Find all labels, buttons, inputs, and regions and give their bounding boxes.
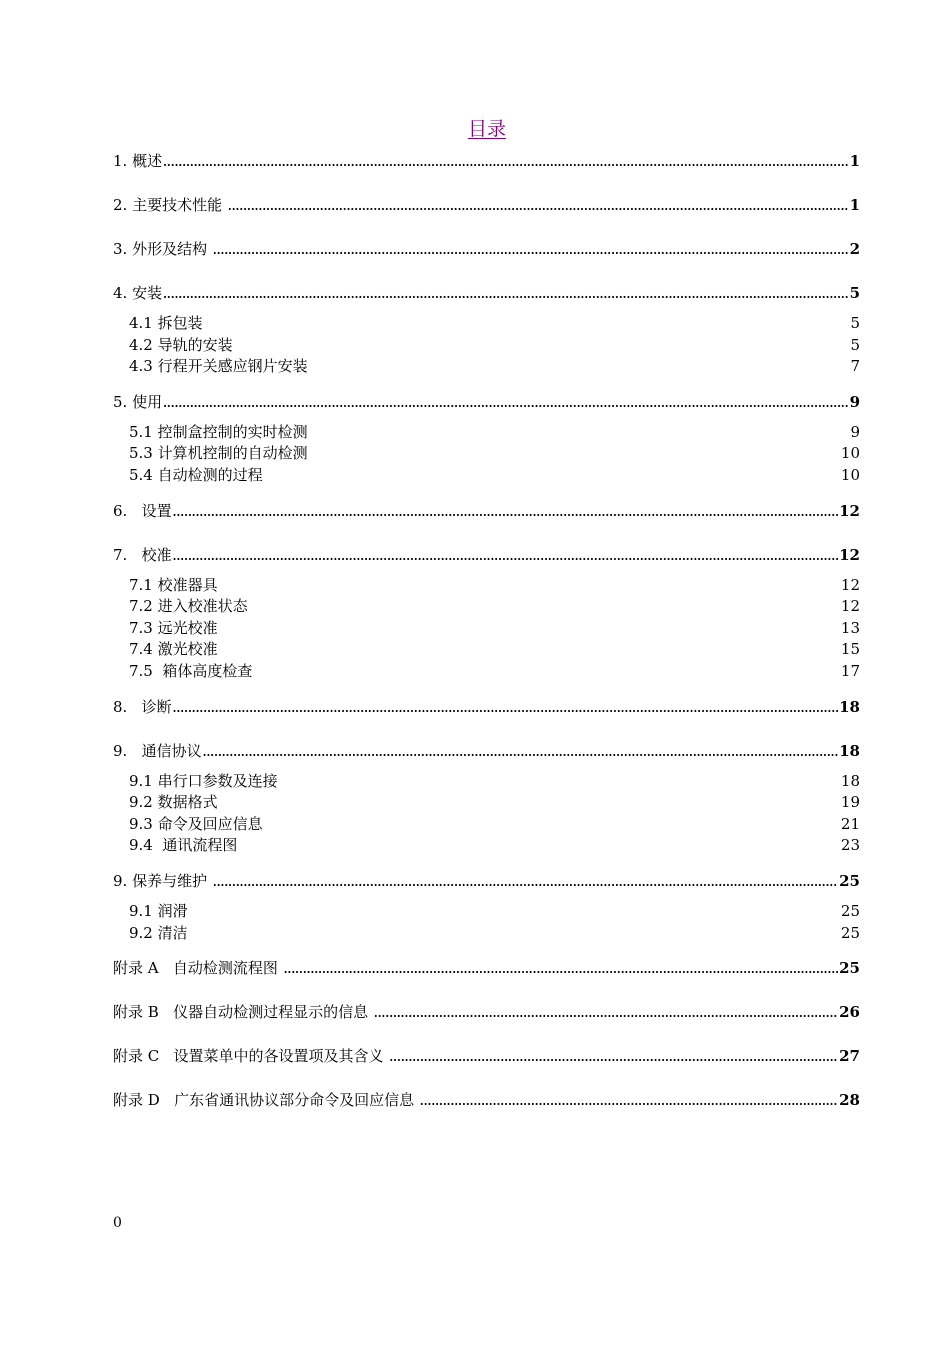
toc-entry-label: 9.4 通讯流程图 bbox=[129, 836, 238, 855]
toc-entry-label: 4.2 导轨的安装 bbox=[129, 335, 233, 354]
toc-entry-page-number: 5 bbox=[850, 335, 860, 354]
toc-entry-page-number: 2 bbox=[849, 240, 860, 258]
dot-leader bbox=[284, 959, 838, 981]
toc-subentry[interactable] bbox=[113, 771, 860, 793]
toc-entry[interactable] bbox=[113, 391, 860, 413]
toc-entry-page-number: 5 bbox=[850, 314, 860, 332]
toc-entry-page-number: 18 bbox=[839, 697, 860, 716]
dot-leader bbox=[228, 196, 849, 218]
dot-leader bbox=[173, 502, 839, 524]
toc-subentry[interactable] bbox=[113, 596, 860, 618]
dot-leader bbox=[163, 393, 848, 415]
toc-entry-label: 7.5 箱体高度检查 bbox=[129, 661, 253, 680]
toc-entry-label: 附录 A 自动检测流程图 bbox=[113, 959, 283, 978]
toc-subentry[interactable] bbox=[113, 618, 860, 640]
dot-leader bbox=[374, 1003, 838, 1025]
toc-subentry[interactable] bbox=[113, 356, 860, 378]
toc-entry-label: 2. 主要技术性能 bbox=[113, 196, 227, 214]
toc-entry-page-number: 19 bbox=[840, 793, 860, 812]
toc-entry-page-number: 10 bbox=[840, 444, 860, 463]
toc-entry-label: 5.3 计算机控制的自动检测 bbox=[129, 444, 308, 463]
toc-entry-page-number: 26 bbox=[839, 1003, 860, 1022]
toc-entry-page-number: 25 bbox=[840, 923, 860, 942]
page-number: 0 bbox=[113, 1215, 122, 1231]
toc-entry-label: 9. 保养与维护 bbox=[113, 871, 212, 890]
dot-leader bbox=[163, 284, 848, 306]
toc-entry-page-number: 1 bbox=[849, 152, 860, 170]
toc-entry-label: 9.1 串行口参数及连接 bbox=[129, 771, 278, 790]
toc-entry[interactable] bbox=[113, 194, 860, 216]
toc-entry-page-number: 12 bbox=[839, 501, 860, 520]
toc-subentry[interactable] bbox=[113, 661, 860, 683]
toc-entry-label: 3. 外形及结构 bbox=[113, 240, 212, 258]
toc-entry-label: 8. 诊断 bbox=[113, 697, 172, 716]
toc-entry-label: 4.3 行程开关感应钢片安装 bbox=[129, 357, 308, 376]
toc-subentry[interactable] bbox=[113, 901, 860, 923]
toc-entry-page-number: 23 bbox=[840, 836, 860, 855]
toc-entry[interactable] bbox=[113, 544, 860, 566]
toc-entry-page-number: 1 bbox=[849, 196, 860, 214]
toc-entry-label: 7.3 远光校准 bbox=[129, 618, 218, 637]
toc-entry[interactable] bbox=[113, 238, 860, 260]
toc-entry-label: 7. 校准 bbox=[113, 545, 172, 564]
toc-subentry[interactable] bbox=[113, 313, 860, 335]
toc-entry-label: 4. 安装 bbox=[113, 284, 163, 302]
toc-entry[interactable] bbox=[113, 150, 860, 172]
toc-subentry[interactable] bbox=[113, 923, 860, 945]
toc-entry[interactable] bbox=[113, 1001, 860, 1023]
toc-entry-page-number: 17 bbox=[840, 661, 860, 680]
toc-subentry[interactable] bbox=[113, 335, 860, 357]
toc-entry-label: 9. 通信协议 bbox=[113, 741, 202, 760]
toc-subentry[interactable] bbox=[113, 575, 860, 597]
dot-leader bbox=[213, 872, 838, 894]
toc-entry-page-number: 10 bbox=[840, 465, 860, 484]
toc-entry[interactable] bbox=[113, 282, 860, 304]
dot-leader bbox=[173, 698, 839, 720]
toc-entry-label: 9.2 清洁 bbox=[129, 923, 188, 942]
toc-entry-page-number: 25 bbox=[840, 901, 860, 920]
toc-entry-label: 6. 设置 bbox=[113, 501, 172, 520]
dot-leader bbox=[163, 152, 848, 174]
toc-entry-page-number: 5 bbox=[849, 284, 860, 302]
toc-entry[interactable] bbox=[113, 740, 860, 762]
dot-leader bbox=[173, 546, 839, 568]
toc-entry-page-number: 12 bbox=[840, 575, 860, 594]
toc-subentry[interactable] bbox=[113, 465, 860, 487]
toc-entry-page-number: 15 bbox=[840, 640, 860, 659]
toc-entry-page-number: 27 bbox=[839, 1047, 860, 1066]
toc-entry-page-number: 18 bbox=[840, 771, 860, 790]
toc-entry-label: 5.1 控制盒控制的实时检测 bbox=[129, 422, 308, 441]
toc-subentry[interactable] bbox=[113, 443, 860, 465]
dot-leader bbox=[203, 742, 839, 764]
toc-entry-label: 附录 B 仪器自动检测过程显示的信息 bbox=[113, 1003, 373, 1022]
toc-subentry[interactable] bbox=[113, 835, 860, 857]
toc-entry-label: 5.4 自动检测的过程 bbox=[129, 465, 263, 484]
toc-entry-page-number: 9 bbox=[849, 392, 860, 411]
toc-entry[interactable] bbox=[113, 696, 860, 718]
toc-entry-label: 4.1 拆包装 bbox=[129, 314, 203, 332]
toc-entry-page-number: 7 bbox=[850, 357, 860, 376]
toc-entry-label: 9.2 数据格式 bbox=[129, 793, 218, 812]
toc-entry[interactable] bbox=[113, 500, 860, 522]
toc-entry-label: 7.4 激光校准 bbox=[129, 640, 218, 659]
toc-entry[interactable] bbox=[113, 1089, 860, 1111]
toc-title[interactable]: 目录 bbox=[467, 118, 506, 140]
toc-entry[interactable] bbox=[113, 957, 860, 979]
toc-entry-label: 7.2 进入校准状态 bbox=[129, 597, 248, 616]
dot-leader bbox=[420, 1091, 838, 1113]
toc-entry-page-number: 9 bbox=[850, 422, 860, 441]
toc-subentry[interactable] bbox=[113, 639, 860, 661]
toc-entry-page-number: 13 bbox=[840, 618, 860, 637]
toc-entry-page-number: 25 bbox=[839, 871, 860, 890]
toc-entry-label: 1. 概述 bbox=[113, 152, 163, 170]
toc-entry-page-number: 12 bbox=[840, 597, 860, 616]
dot-leader bbox=[389, 1047, 838, 1069]
toc-entry[interactable] bbox=[113, 870, 860, 892]
toc-entry[interactable] bbox=[113, 1045, 860, 1067]
toc-subentry[interactable] bbox=[113, 792, 860, 814]
toc-entry-label: 9.3 命令及回应信息 bbox=[129, 814, 263, 833]
table-of-contents bbox=[113, 150, 860, 1111]
toc-entry-label: 5. 使用 bbox=[113, 392, 163, 411]
toc-entry-page-number: 12 bbox=[839, 545, 860, 564]
toc-entry-label: 附录 D 广东省通讯协议部分命令及回应信息 bbox=[113, 1091, 419, 1110]
toc-entry-page-number: 25 bbox=[839, 959, 860, 978]
toc-entry-page-number: 28 bbox=[839, 1091, 860, 1110]
toc-entry-page-number: 21 bbox=[840, 814, 860, 833]
toc-subentry[interactable] bbox=[113, 422, 860, 444]
toc-subentry[interactable] bbox=[113, 814, 860, 836]
toc-entry-page-number: 18 bbox=[839, 741, 860, 760]
toc-entry-label: 9.1 润滑 bbox=[129, 901, 188, 920]
toc-entry-label: 附录 C 设置菜单中的各设置项及其含义 bbox=[113, 1047, 389, 1066]
dot-leader bbox=[213, 240, 849, 262]
toc-entry-label: 7.1 校准器具 bbox=[129, 575, 218, 594]
